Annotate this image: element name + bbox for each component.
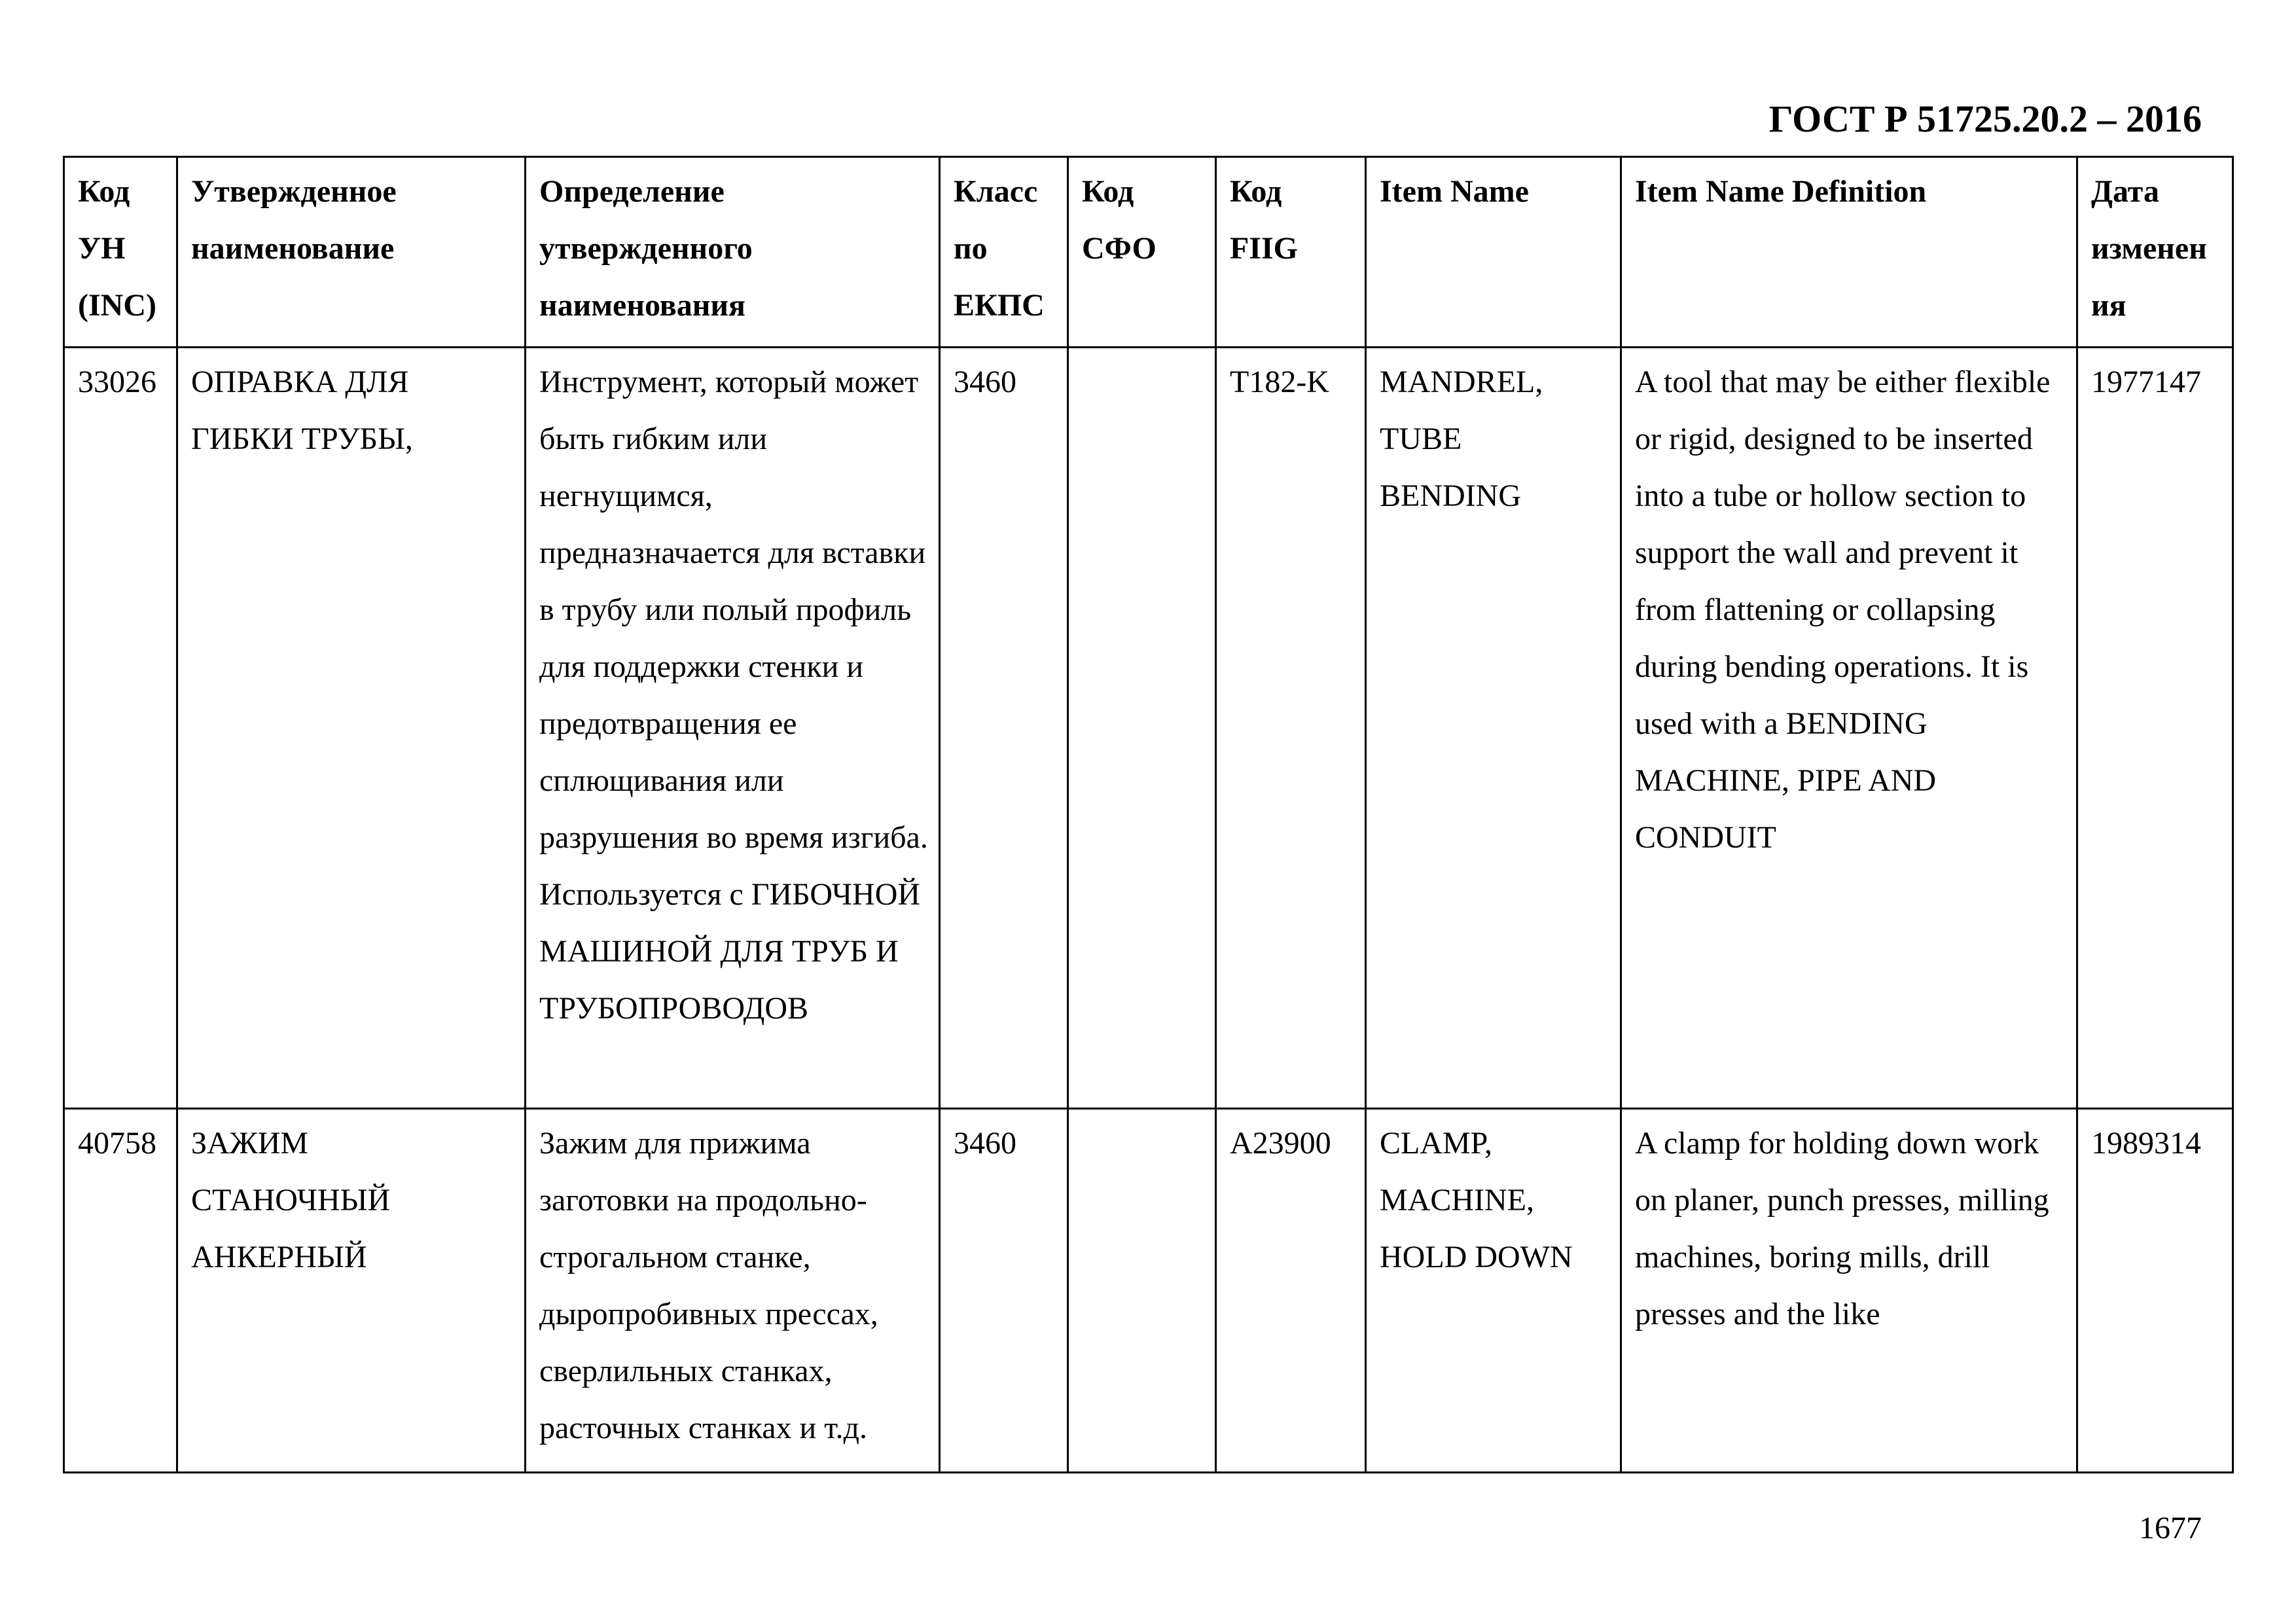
table-row	[64, 1109, 2233, 1473]
cell-approved-name: ЗАЖИМ СТАНОЧНЫЙ АНКЕРНЫЙ	[177, 1109, 526, 1473]
cell-inc: 40758	[64, 1109, 177, 1473]
cell-date: 1977147	[2077, 348, 2233, 1109]
cell-sfo	[1068, 1109, 1216, 1473]
cell-item-definition: A clamp for holding down work on planer, punch presses, milling machines, boring mills, drill presses and the like	[1621, 1109, 2077, 1473]
nomenclature-table	[63, 156, 2234, 1473]
column-header-fiig: Код FIIG	[1216, 157, 1366, 348]
cell-item-name: CLAMP, MACHINE, HOLD DOWN	[1366, 1109, 1621, 1473]
cell-inc: 33026	[64, 348, 177, 1109]
cell-item-definition: A tool that may be either flexible or rigid, designed to be inserted into a tube or hollow section to support the wall and prevent it from flattening or collapsing during bending operations. It is used with a BENDING MACHINE, PIPE AND CONDUIT	[1621, 348, 2077, 1109]
page-number: 1677	[2139, 1511, 2202, 1545]
cell-definition-ru: Зажим для прижима заготовки на продольно-строгальном станке, дыропробивных прессах, сверлильных станках, расточных станках и т.д.	[526, 1109, 940, 1473]
cell-sfo	[1068, 348, 1216, 1109]
cell-item-name: MANDREL, TUBE BENDING	[1366, 348, 1621, 1109]
column-header-date: Дата изменения	[2077, 157, 2233, 348]
cell-date: 1989314	[2077, 1109, 2233, 1473]
cell-fiig: A23900	[1216, 1109, 1366, 1473]
column-header-item-name-definition: Item Name Definition	[1621, 157, 2077, 348]
cell-fiig: T182-K	[1216, 348, 1366, 1109]
cell-definition-ru: Инструмент, который может быть гибким или негнущимся, предназначается для вставки в трубу или полый профиль для поддержки стенки и предотвращения ее сплющивания или разрушения во время изгиба. Используется с ГИБОЧНОЙ МАШИНОЙ ДЛЯ ТРУБ И ТРУБОПРОВОДОВ	[526, 348, 940, 1109]
cell-class: 3460	[940, 348, 1068, 1109]
document-standard-header: ГОСТ Р 51725.20.2 – 2016	[1768, 98, 2202, 140]
table-header-row	[64, 157, 2233, 348]
column-header-approved-name: Утвержденное наименование	[177, 157, 526, 348]
column-header-inc: Код УН (INC)	[64, 157, 177, 348]
table-row	[64, 348, 2233, 1109]
cell-class: 3460	[940, 1109, 1068, 1473]
column-header-sfo: Код СФО	[1068, 157, 1216, 348]
column-header-item-name: Item Name	[1366, 157, 1621, 348]
column-header-definition: Определение утвержденного наименования	[526, 157, 940, 348]
cell-approved-name: ОПРАВКА ДЛЯ ГИБКИ ТРУБЫ,	[177, 348, 526, 1109]
column-header-class: Класс по ЕКПС	[940, 157, 1068, 348]
